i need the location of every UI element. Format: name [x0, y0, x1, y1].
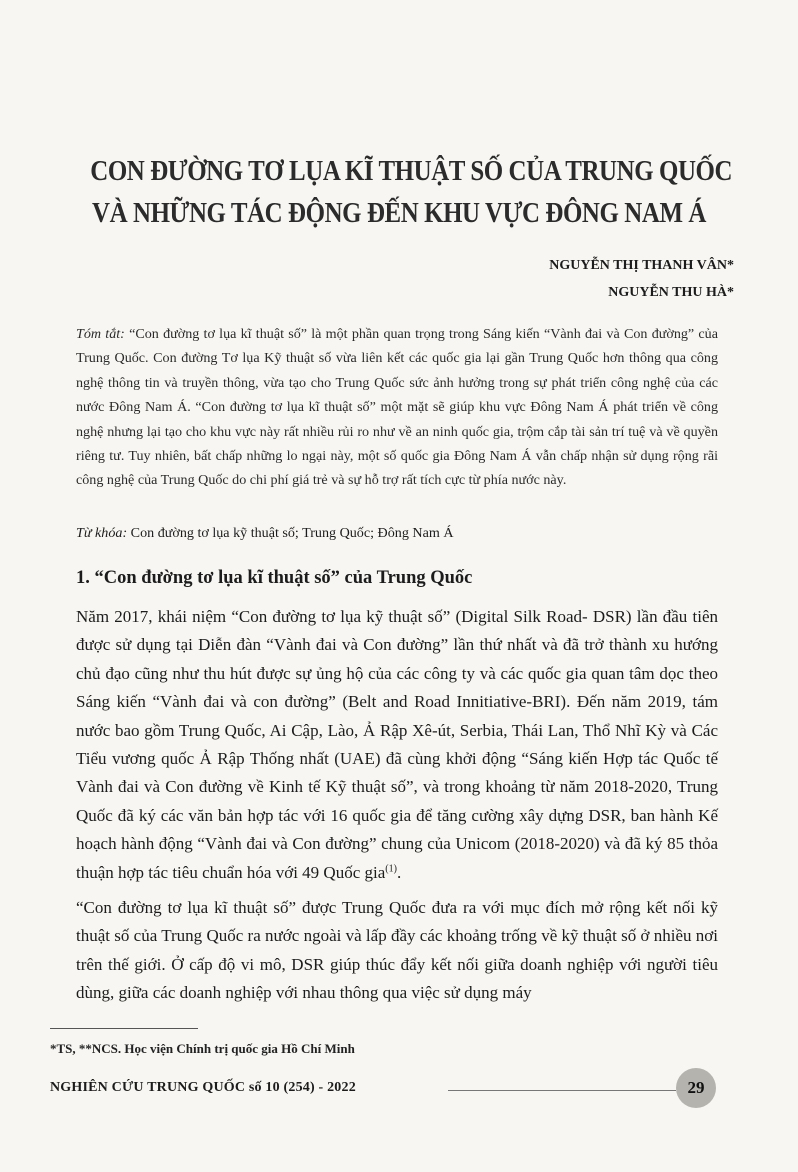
keywords-label: Từ khóa: — [76, 525, 128, 541]
page-number: 29 — [676, 1068, 716, 1108]
article-title — [40, 150, 758, 234]
paragraph-1 — [76, 603, 718, 887]
section-body — [76, 603, 718, 1015]
title-line-2: VÀ NHỮNG TÁC ĐỘNG ĐẾN KHU VỰC ĐÔNG NAM Á — [92, 197, 706, 229]
keywords — [76, 521, 718, 545]
footnote-ref: (1) — [385, 863, 397, 874]
paragraph-1-end: . — [396, 862, 402, 882]
author-2: NGUYỄN THU HÀ* — [608, 285, 734, 300]
journal-footer: NGHIÊN CỨU TRUNG QUỐC số 10 (254) - 2022 — [50, 1080, 356, 1095]
authors — [549, 252, 734, 306]
paragraph-1-text: Năm 2017, khái niệm “Con đường tơ lụa kỹ thuật số” (Digital Silk Road- DSR) lần đầu tiên được sử dụng tại Diễn đàn “Vành đai và Con đường” lần thứ nhất và đã trở thành xu hướng chủ đạo cũng như thu hút được sự ủng hộ của các công ty và các quốc gia quan tâm dọc theo Sáng kiến “Vành đai và con đường” (Belt and Road Innitiative-BRI). Đến năm 2019, tám nước bao gồm Trung Quốc, Ai Cập, Lào, Ả Rập Xê-út, Serbia, Thái Lan, Thổ Nhĩ Kỳ và Các Tiểu vương quốc Ả Rập Thống nhất (UAE) đã cùng khởi động “Sáng kiến Hợp tác Quốc tế Vành đai và Con đường về Kinh tế Kỹ thuật số”, và trong khoảng từ năm 2018-2020, Trung Quốc đã ký các văn bản hợp tác với 16 quốc gia để tăng cường xây dựng DSR, ban hành Kế hoạch hành động “Vành đai và Con đường” chung của Unicom (2018-2020) và đã ký 85 thỏa thuận hợp tác tiêu chuẩn hóa với 49 Quốc gia — [76, 607, 718, 882]
author-1: NGUYỄN THỊ THANH VÂN* — [549, 258, 734, 273]
footnote: *TS, **NCS. Học viện Chính trị quốc gia Hồ Chí Minh — [50, 1041, 355, 1056]
title-line-1: CON ĐƯỜNG TƠ LỤA KĨ THUẬT SỐ CỦA TRUNG QUỐC — [90, 155, 733, 187]
abstract-text: “Con đường tơ lụa kĩ thuật số” là một phần quan trọng trong Sáng kiến “Vành đai và Con đường” của Trung Quốc. Con đường Tơ lụa Kỹ thuật số vừa liên kết các quốc gia lại gần Trung Quốc hơn thông qua công nghệ thông tin và truyền thông, vừa tạo cho Trung Quốc sức ảnh hưởng trong sự phát triển công nghệ của các nước Đông Nam Á. “Con đường tơ lụa kĩ thuật số” một mặt sẽ giúp khu vực Đông Nam Á phát triển về công nghệ nhưng lại tạo cho khu vực này rất nhiều rủi ro như về an ninh quốc gia, trộm cắp tài sản trí tuệ và về quyền riêng tư. Tuy nhiên, bất chấp những lo ngại này, một số quốc gia Đông Nam Á vẫn chấp nhận sử dụng rộng rãi công nghệ của Trung Quốc do chi phí giá trẻ và sự hỗ trợ rất tích cực từ phía nước này. — [76, 326, 718, 489]
footnote-divider — [50, 1028, 198, 1029]
abstract — [76, 322, 718, 493]
paragraph-2: “Con đường tơ lụa kĩ thuật số” được Trung Quốc đưa ra với mục đích mở rộng kết nối kỹ thuật số của Trung Quốc ra nước ngoài và lấp đầy các khoảng trống về kỹ thuật số ở nhiều nơi trên thế giới. Ở cấp độ vi mô, DSR giúp thúc đẩy kết nối giữa doanh nghiệp với người tiêu dùng, giữa các doanh nghiệp với nhau thông qua việc sử dụng máy — [76, 898, 718, 1003]
abstract-label: Tóm tắt: — [76, 326, 125, 342]
footer-divider — [448, 1090, 676, 1091]
keywords-text: Con đường tơ lụa kỹ thuật số; Trung Quốc; Đông Nam Á — [130, 525, 454, 541]
section-heading: 1. “Con đường tơ lụa kĩ thuật số” của Trung Quốc — [76, 568, 473, 588]
